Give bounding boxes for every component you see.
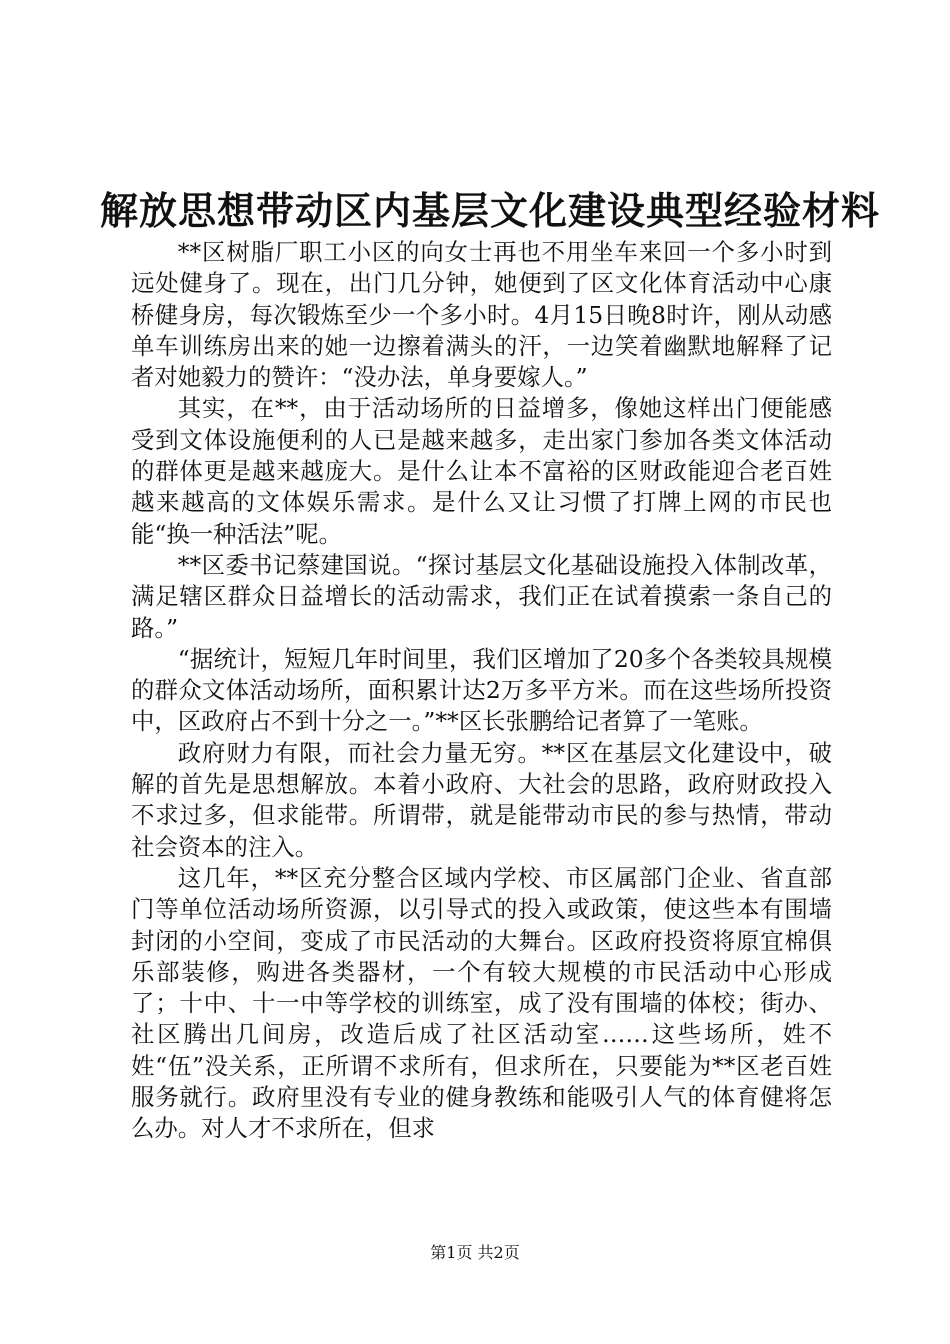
paragraph: 政府财力有限，而社会力量无穷。**区在基层文化建设中，破解的首先是思想解放。本着小政府、大社会的思路，政府财政投入不求过多，但求能带。所谓带，就是能带动市民的参与热情，带动社会资本的注入。 [131,738,832,861]
paragraph: 其实，在**，由于活动场所的日益增多，像她这样出门便能感受到文体设施便利的人已是越来越多，走出家门参加各类文体活动的群体更是越来越庞大。是什么让本不富裕的区财政能迎合老百姓越来越高的文体娱乐需求。是什么又让习惯了打牌上网的市民也能“换一种活法”呢。 [131,394,832,548]
page-footer: 第1页 共2页 [430,1243,520,1262]
document-title: 解放思想带动区内基层文化建设典型经验材料 [100,189,881,233]
document-body [131,237,832,1145]
paragraph: **区树脂厂职工小区的向女士再也不用坐车来回一个多小时到远处健身了。现在，出门几分钟，她便到了区文化体育活动中心康桥健身房，每次锻炼至少一个多小时。4月15日晚8时许，刚从动感单车训练房出来的她一边擦着满头的汗，一边笑着幽默地解释了记者对她毅力的赞许：“没办法，单身要嫁人。” [131,238,832,392]
paragraph: “据统计，短短几年时间里，我们区增加了20多个各类较具规模的群众文体活动场所，面积累计达2万多平方米。而在这些场所投资中，区政府占不到十分之一。”**区长张鹏给记者算了一笔账。 [131,644,832,736]
paragraph: 这几年，**区充分整合区域内学校、市区属部门企业、省直部门等单位活动场所资源，以引导式的投入或政策，使这些本有围墙封闭的小空间，变成了市民活动的大舞台。区政府投资将原宜棉俱乐部装修，购进各类器材，一个有较大规模的市民活动中心形成了；十中、十一中等学校的训练室，成了没有围墙的体校；街办、社区腾出几间房，改造后成了社区活动室……这些场所，姓不姓“伍”没关系，正所谓不求所有，但求所在，只要能为**区老百姓服务就行。政府里没有专业的健身教练和能吸引人气的体育健将怎么办。对人才不求所在，但求 [131,863,832,1143]
paragraph: **区委书记蔡建国说。“探讨基层文化基础设施投入体制改革，满足辖区群众日益增长的活动需求，我们正在试着摸索一条自己的路。” [131,550,832,642]
